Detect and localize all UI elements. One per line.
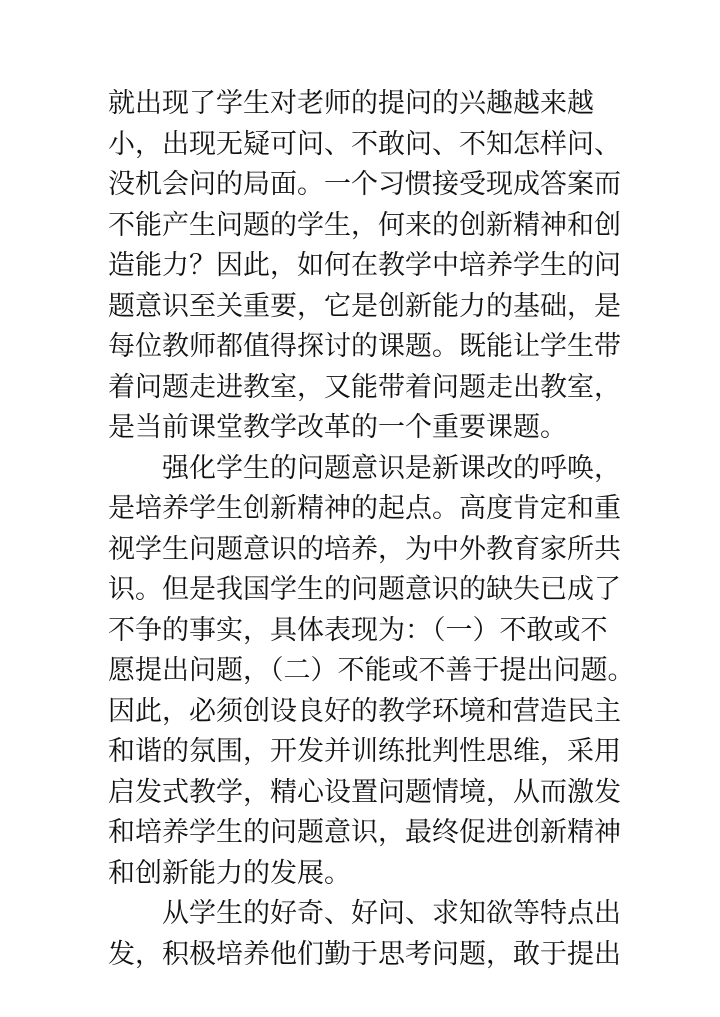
paragraph-start-line: 强化学生的问题意识是新课改的呼唤，: [162, 452, 621, 484]
text-line: 不争的事实，具体表现为：（一）不敢或不: [108, 614, 608, 646]
text-line: 发，积极培养他们勤于思考问题，敢于提出: [108, 938, 621, 970]
text-line: 识。但是我国学生的问题意识的缺失已成了: [108, 574, 621, 605]
text-line: 不能产生问题的学生，何来的创新精神和创: [108, 209, 621, 241]
text-line: 和培养学生的问题意识，最终促进创新精神: [108, 817, 621, 848]
text-line: 就出现了学生对老师的提问的兴趣越来越: [108, 88, 594, 119]
text-line: 小，出现无疑可问、不敢问、不知怎样问、: [108, 128, 621, 160]
text-line: 题意识至关重要，它是创新能力的基础，是: [108, 290, 621, 322]
text-line: 和创新能力的发展。: [108, 857, 351, 889]
body-text: [108, 84, 635, 975]
text-line: 和谐的氛围，开发并训练批判性思维，采用: [108, 736, 621, 767]
text-line: 着问题走进教室，又能带着问题走出教室，: [108, 371, 621, 403]
text-line: 视学生问题意识的培养，为中外教育家所共: [108, 533, 621, 565]
text-line: 是培养学生创新精神的起点。高度肯定和重: [108, 493, 621, 524]
paragraph-start-line: 从学生的好奇、好问、求知欲等特点出: [162, 898, 621, 929]
text-line: 启发式教学，精心设置问题情境，从而激发: [108, 776, 621, 808]
text-line: 愿提出问题，（二）不能或不善于提出问题。: [108, 655, 635, 686]
text-line: 每位教师都值得探讨的课题。既能让学生带: [108, 331, 621, 362]
text-line: 没机会问的局面。一个习惯接受现成答案而: [108, 169, 621, 200]
text-line: 造能力？因此，如何在教学中培养学生的问: [108, 250, 621, 281]
text-line: 是当前课堂教学改革的一个重要课题。: [108, 412, 567, 443]
text-line: 因此，必须创设良好的教学环境和营造民主: [108, 695, 621, 727]
